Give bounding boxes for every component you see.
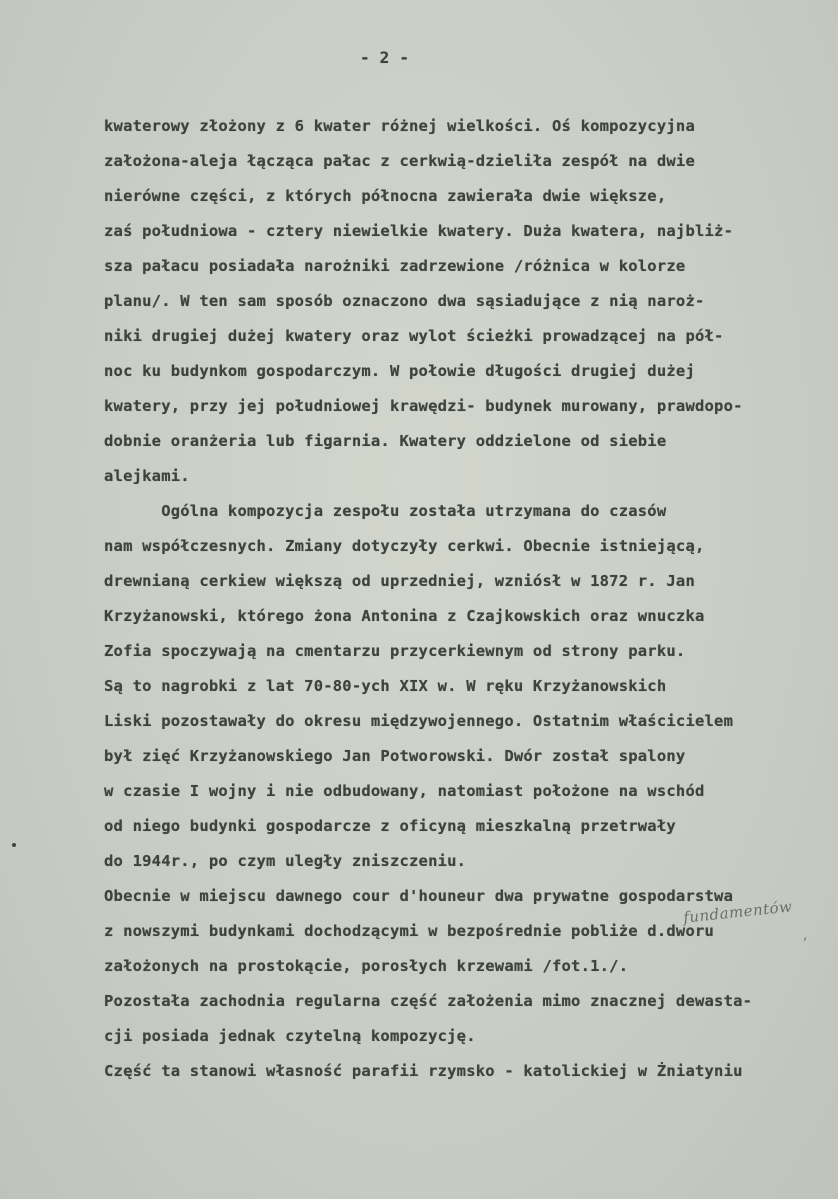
text-line: Pozostała zachodnia regularna część założenia mimo znacznej dewasta- xyxy=(104,992,753,1010)
text-line: był zięć Krzyżanowskiego Jan Potworowski. Dwór został spalony xyxy=(104,747,686,765)
text-line: dobnie oranżeria lub figarnia. Kwatery oddzielone od siebie xyxy=(104,432,667,450)
text-line: założonych na prostokącie, porosłych krzewami /fot.1./. xyxy=(104,957,629,975)
text-line: w czasie I wojny i nie odbudowany, natomiast położone na wschód xyxy=(104,782,705,800)
text-line: Obecnie w miejscu dawnego cour d'houneur dwa prywatne gospodarstwa xyxy=(104,887,734,905)
text-line: Liski pozostawały do okresu międzywojennego. Ostatnim właścicielem xyxy=(104,712,734,730)
page-number: - 2 - xyxy=(360,48,410,67)
text-line: drewnianą cerkiew większą od uprzedniej, wzniósł w 1872 r. Jan xyxy=(104,572,695,590)
text-line: do 1944r., po czym uległy zniszczeniu. xyxy=(104,852,467,870)
text-line: zaś południowa - cztery niewielkie kwatery. Duża kwatera, najbliż- xyxy=(104,222,734,240)
text-line: nam współczesnych. Zmiany dotyczyły cerkwi. Obecnie istniejącą, xyxy=(104,537,705,555)
text-line: sza pałacu posiadała narożniki zadrzewione /różnica w kolorze xyxy=(104,257,686,275)
text-line: alejkami. xyxy=(104,467,190,485)
text-line: Krzyżanowski, którego żona Antonina z Czajkowskich oraz wnuczka xyxy=(104,607,705,625)
text-line: kwaterowy złożony z 6 kwater różnej wielkości. Oś kompozycyjna xyxy=(104,117,695,135)
margin-dot xyxy=(12,843,16,847)
text-line: Zofia spoczywają na cmentarzu przycerkiewnym od strony parku. xyxy=(104,642,686,660)
text-line: kwatery, przy jej południowej krawędzi- budynek murowany, prawdopo- xyxy=(104,397,743,415)
text-line: od niego budynki gospodarcze z oficyną mieszkalną przetrwały xyxy=(104,817,676,835)
handwritten-comma: , xyxy=(803,927,808,943)
text-line: z nowszymi budynkami dochodzącymi w bezpośrednie pobliże d.dworu xyxy=(104,922,715,940)
text-line: noc ku budynkom gospodarczym. W połowie długości drugiej dużej xyxy=(104,362,695,380)
handwritten-annotation: fundamentów xyxy=(682,897,794,927)
text-line: cji posiada jednak czytelną kompozycję. xyxy=(104,1027,476,1045)
text-line: niki drugiej dużej kwatery oraz wylot ścieżki prowadzącej na pół- xyxy=(104,327,724,345)
text-line: Są to nagrobki z lat 70-80-ych XIX w. W ręku Krzyżanowskich xyxy=(104,677,667,695)
text-line: założona-aleja łącząca pałac z cerkwią-dzieliła zespół na dwie xyxy=(104,152,695,170)
text-line: nierówne części, z których północna zawierała dwie większe, xyxy=(104,187,667,205)
text-line: Ogólna kompozycja zespołu została utrzymana do czasów xyxy=(104,502,667,520)
text-line: Część ta stanowi własność parafii rzymsko - katolickiej w Żniatyniu xyxy=(104,1062,743,1080)
text-line: planu/. W ten sam sposób oznaczono dwa sąsiadujące z nią naroż- xyxy=(104,292,705,310)
